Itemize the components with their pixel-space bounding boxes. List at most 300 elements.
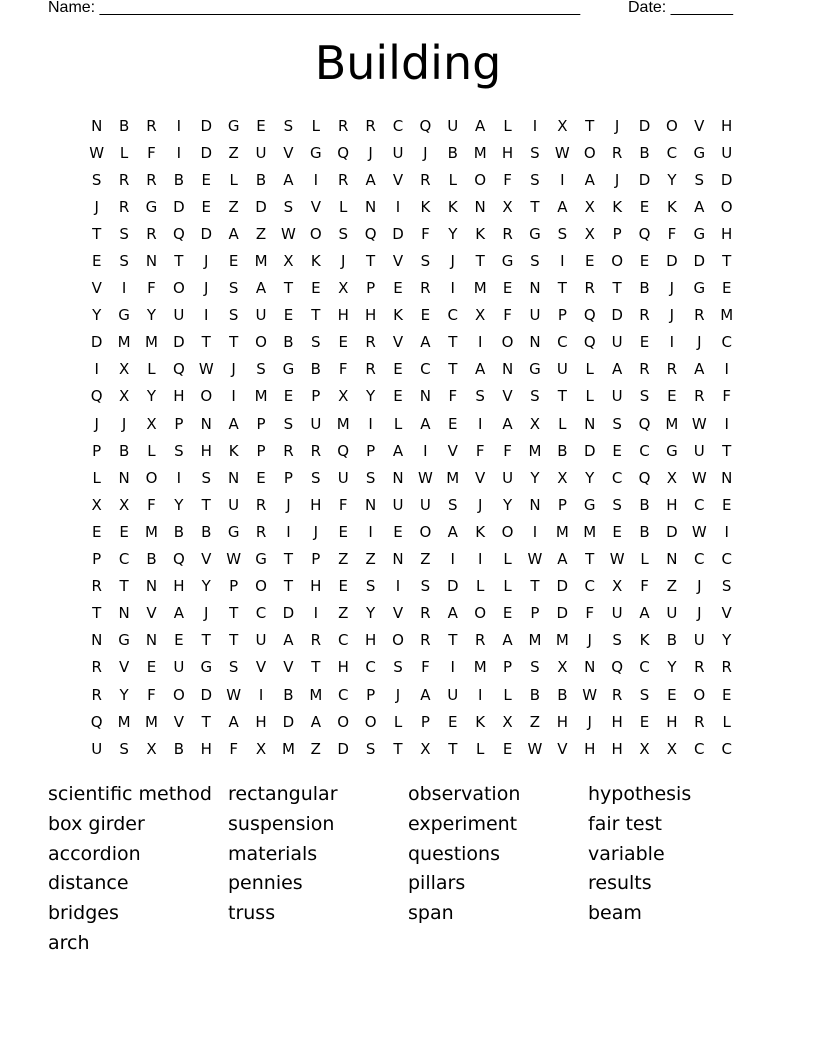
grid-letter[interactable]: Z <box>365 550 376 569</box>
grid-letter[interactable]: S <box>283 116 294 135</box>
grid-letter[interactable]: W <box>527 550 543 569</box>
grid-letter[interactable]: D <box>583 441 596 460</box>
grid-letter[interactable]: I <box>477 333 483 352</box>
grid-letter[interactable]: M <box>720 306 734 325</box>
grid-letter[interactable]: F <box>229 739 238 758</box>
grid-letter[interactable]: G <box>529 360 541 379</box>
grid-letter[interactable]: V <box>447 441 458 460</box>
grid-letter[interactable]: F <box>475 441 485 460</box>
grid-letter[interactable]: J <box>313 522 319 541</box>
grid-letter[interactable]: W <box>609 550 625 569</box>
grid-letter[interactable]: K <box>612 197 623 216</box>
grid-letter[interactable]: K <box>475 522 486 541</box>
grid-letter[interactable]: W <box>582 685 598 704</box>
grid-letter[interactable]: B <box>283 685 294 704</box>
grid-letter[interactable]: I <box>176 143 182 162</box>
grid-letter[interactable]: G <box>501 252 514 271</box>
grid-letter[interactable]: D <box>200 685 213 704</box>
grid-letter[interactable]: L <box>119 143 129 162</box>
grid-letter[interactable]: R <box>310 631 322 650</box>
grid-letter[interactable]: K <box>639 631 650 650</box>
grid-letter[interactable]: E <box>91 252 102 271</box>
grid-letter[interactable]: T <box>229 333 239 352</box>
grid-letter[interactable]: Q <box>419 116 432 135</box>
grid-letter[interactable]: K <box>475 224 486 243</box>
grid-letter[interactable]: I <box>121 279 127 298</box>
grid-letter[interactable]: V <box>91 279 102 298</box>
grid-letter[interactable]: X <box>338 387 349 406</box>
grid-letter[interactable]: R <box>474 631 486 650</box>
grid-letter[interactable]: J <box>121 414 127 433</box>
grid-letter[interactable]: B <box>173 522 185 541</box>
grid-letter[interactable]: T <box>283 577 294 596</box>
grid-letter[interactable]: L <box>585 360 594 379</box>
grid-letter[interactable]: T <box>722 441 732 460</box>
grid-letter[interactable]: S <box>393 658 403 677</box>
grid-letter[interactable]: C <box>337 631 349 650</box>
grid-letter[interactable]: D <box>666 522 678 541</box>
grid-letter[interactable]: G <box>666 441 678 460</box>
grid-letter[interactable]: V <box>557 739 568 758</box>
grid-letter[interactable]: H <box>337 658 349 677</box>
grid-letter[interactable]: I <box>313 170 319 189</box>
grid-letter[interactable]: P <box>256 441 266 460</box>
grid-letter[interactable]: Q <box>583 333 596 352</box>
grid-letter[interactable]: C <box>611 468 623 487</box>
grid-letter[interactable]: C <box>639 441 650 460</box>
grid-letter[interactable]: Y <box>585 468 595 487</box>
grid-letter[interactable]: H <box>200 739 212 758</box>
grid-letter[interactable]: J <box>395 685 401 704</box>
grid-letter[interactable]: A <box>420 333 431 352</box>
grid-letter[interactable]: T <box>283 279 294 298</box>
grid-letter[interactable]: D <box>556 577 569 596</box>
grid-letter[interactable]: B <box>118 441 130 460</box>
grid-letter[interactable]: I <box>423 441 428 460</box>
grid-letter[interactable]: G <box>693 143 706 162</box>
grid-letter[interactable]: S <box>311 468 321 487</box>
grid-letter[interactable]: R <box>694 712 705 731</box>
grid-letter[interactable]: S <box>639 387 650 406</box>
grid-letter[interactable]: H <box>584 739 596 758</box>
grid-letter[interactable]: P <box>557 306 567 325</box>
grid-letter[interactable]: X <box>118 495 130 514</box>
grid-letter[interactable]: G <box>282 360 295 379</box>
grid-letter[interactable]: E <box>639 197 650 216</box>
grid-letter[interactable]: C <box>337 685 349 704</box>
grid-letter[interactable]: B <box>118 116 130 135</box>
grid-letter[interactable]: Q <box>583 306 596 325</box>
grid-letter[interactable]: W <box>691 522 707 541</box>
grid-letter[interactable]: R <box>420 279 431 298</box>
grid-letter[interactable]: I <box>560 170 565 189</box>
grid-letter[interactable]: G <box>227 116 240 135</box>
grid-letter[interactable]: J <box>669 306 675 325</box>
grid-letter[interactable]: E <box>393 279 403 298</box>
grid-letter[interactable]: X <box>557 468 568 487</box>
grid-letter[interactable]: Q <box>337 143 350 162</box>
grid-letter[interactable]: R <box>694 387 705 406</box>
grid-letter[interactable]: U <box>419 495 431 514</box>
grid-letter[interactable]: S <box>119 252 129 271</box>
grid-letter[interactable]: U <box>693 441 705 460</box>
grid-letter[interactable]: Y <box>366 387 376 406</box>
grid-letter[interactable]: A <box>447 522 458 541</box>
grid-letter[interactable]: I <box>477 685 483 704</box>
grid-letter[interactable]: G <box>200 658 213 677</box>
grid-letter[interactable]: E <box>721 685 732 704</box>
grid-letter[interactable]: Y <box>174 495 184 514</box>
grid-letter[interactable]: T <box>229 604 239 623</box>
grid-letter[interactable]: D <box>173 197 185 216</box>
grid-letter[interactable]: R <box>255 522 267 541</box>
grid-letter[interactable]: C <box>721 550 732 569</box>
grid-letter[interactable]: D <box>337 739 349 758</box>
grid-letter[interactable]: I <box>258 685 264 704</box>
grid-letter[interactable]: J <box>697 604 702 623</box>
grid-letter[interactable]: X <box>584 197 595 216</box>
grid-letter[interactable]: R <box>694 658 705 677</box>
grid-letter[interactable]: R <box>146 116 157 135</box>
grid-letter[interactable]: R <box>255 495 267 514</box>
grid-letter[interactable]: P <box>229 577 239 596</box>
grid-letter[interactable]: R <box>666 360 678 379</box>
grid-letter[interactable]: S <box>311 333 321 352</box>
grid-letter[interactable]: E <box>338 522 348 541</box>
grid-letter[interactable]: A <box>365 170 376 189</box>
grid-letter[interactable]: Y <box>119 685 129 704</box>
grid-letter[interactable]: X <box>146 414 157 433</box>
grid-letter[interactable]: K <box>310 252 321 271</box>
grid-letter[interactable]: E <box>502 604 513 623</box>
grid-letter[interactable]: B <box>283 333 294 352</box>
grid-letter[interactable]: A <box>447 604 458 623</box>
grid-letter[interactable]: T <box>530 577 540 596</box>
grid-letter[interactable]: J <box>286 495 291 514</box>
grid-letter[interactable]: H <box>310 577 322 596</box>
grid-letter[interactable]: F <box>667 224 677 243</box>
grid-letter[interactable]: I <box>532 116 538 135</box>
grid-letter[interactable]: L <box>503 550 512 569</box>
grid-letter[interactable]: D <box>200 224 213 243</box>
grid-letter[interactable]: H <box>611 712 623 731</box>
grid-letter[interactable]: F <box>147 495 156 514</box>
grid-letter[interactable]: Y <box>92 306 102 325</box>
grid-letter[interactable]: R <box>365 333 376 352</box>
grid-letter[interactable]: B <box>529 685 541 704</box>
grid-letter[interactable]: D <box>720 170 733 189</box>
grid-letter[interactable]: U <box>392 495 404 514</box>
grid-letter[interactable]: H <box>337 306 349 325</box>
grid-letter[interactable]: Z <box>666 577 678 596</box>
grid-letter[interactable]: K <box>420 197 431 216</box>
grid-letter[interactable]: B <box>447 143 458 162</box>
grid-letter[interactable]: C <box>447 306 459 325</box>
grid-letter[interactable]: M <box>309 685 323 704</box>
grid-letter[interactable]: R <box>337 116 349 135</box>
grid-letter[interactable]: R <box>146 224 157 243</box>
grid-letter[interactable]: Q <box>364 224 377 243</box>
grid-letter[interactable]: S <box>91 170 102 189</box>
grid-letter[interactable]: I <box>724 360 729 379</box>
grid-letter[interactable]: F <box>503 306 512 325</box>
grid-letter[interactable]: M <box>528 631 542 650</box>
grid-letter[interactable]: O <box>255 333 267 352</box>
grid-letter[interactable]: S <box>119 224 129 243</box>
grid-letter[interactable]: E <box>338 333 348 352</box>
grid-letter[interactable]: U <box>611 387 623 406</box>
grid-letter[interactable]: A <box>310 712 321 731</box>
grid-letter[interactable]: R <box>365 116 376 135</box>
grid-letter[interactable]: M <box>665 414 679 433</box>
grid-letter[interactable]: A <box>420 414 431 433</box>
grid-letter[interactable]: X <box>118 360 130 379</box>
grid-letter[interactable]: S <box>365 577 376 596</box>
grid-letter[interactable]: T <box>585 550 595 569</box>
grid-letter[interactable]: T <box>311 306 321 325</box>
grid-letter[interactable]: K <box>447 197 458 216</box>
grid-letter[interactable]: X <box>557 116 568 135</box>
grid-letter[interactable]: J <box>340 252 346 271</box>
grid-letter[interactable]: M <box>473 279 487 298</box>
grid-letter[interactable]: S <box>365 468 376 487</box>
grid-letter[interactable]: S <box>448 495 458 514</box>
grid-letter[interactable]: C <box>694 550 705 569</box>
grid-letter[interactable]: X <box>420 739 431 758</box>
grid-letter[interactable]: O <box>474 170 487 189</box>
grid-letter[interactable]: U <box>666 604 678 623</box>
grid-letter[interactable]: R <box>91 685 102 704</box>
grid-letter[interactable]: A <box>611 360 623 379</box>
grid-letter[interactable]: K <box>666 197 677 216</box>
grid-letter[interactable]: U <box>337 468 349 487</box>
grid-letter[interactable]: R <box>365 360 376 379</box>
grid-letter[interactable]: L <box>503 116 512 135</box>
grid-letter[interactable]: X <box>639 739 650 758</box>
grid-letter[interactable]: M <box>473 143 487 162</box>
grid-letter[interactable]: T <box>557 279 567 298</box>
grid-letter[interactable]: J <box>587 631 592 650</box>
grid-letter[interactable]: M <box>254 252 268 271</box>
grid-letter[interactable]: V <box>310 197 321 216</box>
grid-letter[interactable]: V <box>201 550 212 569</box>
grid-letter[interactable]: S <box>530 658 540 677</box>
grid-letter[interactable]: V <box>255 658 267 677</box>
grid-letter[interactable]: Y <box>502 495 513 514</box>
grid-letter[interactable]: T <box>448 739 458 758</box>
grid-letter[interactable]: I <box>94 360 99 379</box>
grid-letter[interactable]: U <box>556 360 568 379</box>
grid-letter[interactable]: U <box>255 631 267 650</box>
grid-letter[interactable]: K <box>475 712 486 731</box>
grid-letter[interactable]: O <box>583 143 596 162</box>
grid-letter[interactable]: V <box>146 604 157 623</box>
grid-letter[interactable]: B <box>173 170 185 189</box>
grid-letter[interactable]: L <box>92 468 101 487</box>
grid-letter[interactable]: N <box>228 468 240 487</box>
grid-letter[interactable]: Q <box>90 387 103 406</box>
grid-letter[interactable]: D <box>693 252 706 271</box>
grid-letter[interactable]: I <box>669 333 675 352</box>
grid-letter[interactable]: H <box>200 441 212 460</box>
grid-letter[interactable]: T <box>448 360 458 379</box>
grid-letter[interactable]: A <box>639 604 650 623</box>
grid-letter[interactable]: O <box>474 604 487 623</box>
grid-letter[interactable]: U <box>502 468 514 487</box>
grid-letter[interactable]: P <box>174 414 184 433</box>
grid-letter[interactable]: L <box>475 739 485 758</box>
grid-letter[interactable]: Z <box>338 604 349 623</box>
grid-letter[interactable]: L <box>503 577 512 596</box>
grid-letter[interactable]: A <box>283 631 294 650</box>
grid-letter[interactable]: L <box>393 414 403 433</box>
grid-letter[interactable]: O <box>392 631 404 650</box>
grid-letter[interactable]: M <box>528 441 542 460</box>
grid-letter[interactable]: P <box>366 279 376 298</box>
grid-letter[interactable]: N <box>200 414 212 433</box>
grid-letter[interactable]: T <box>201 631 211 650</box>
grid-letter[interactable]: I <box>286 522 291 541</box>
grid-letter[interactable]: D <box>392 224 404 243</box>
grid-letter[interactable]: Q <box>90 712 103 731</box>
grid-letter[interactable]: W <box>226 550 242 569</box>
grid-letter[interactable]: Q <box>172 360 185 379</box>
grid-letter[interactable]: N <box>584 414 596 433</box>
grid-letter[interactable]: R <box>611 143 623 162</box>
grid-letter[interactable]: J <box>423 143 428 162</box>
grid-letter[interactable]: A <box>475 116 486 135</box>
grid-letter[interactable]: Y <box>667 658 677 677</box>
grid-letter[interactable]: L <box>475 577 485 596</box>
grid-letter[interactable]: E <box>311 279 321 298</box>
grid-letter[interactable]: G <box>145 197 158 216</box>
date-field[interactable]: Date: _______ <box>628 0 733 16</box>
grid-letter[interactable]: H <box>173 387 185 406</box>
grid-letter[interactable]: V <box>694 116 705 135</box>
grid-letter[interactable]: O <box>172 685 185 704</box>
grid-letter[interactable]: Y <box>530 468 540 487</box>
grid-letter[interactable]: E <box>448 414 458 433</box>
grid-letter[interactable]: N <box>364 197 377 216</box>
grid-letter[interactable]: B <box>557 685 568 704</box>
grid-letter[interactable]: E <box>667 685 677 704</box>
grid-letter[interactable]: Z <box>420 550 431 569</box>
grid-letter[interactable]: X <box>557 658 568 677</box>
grid-letter[interactable]: L <box>640 550 649 569</box>
grid-letter[interactable]: I <box>313 604 319 623</box>
grid-letter[interactable]: A <box>502 631 513 650</box>
grid-letter[interactable]: D <box>556 604 569 623</box>
grid-letter[interactable]: F <box>722 387 731 406</box>
grid-letter[interactable]: T <box>201 333 211 352</box>
grid-letter[interactable]: D <box>200 143 213 162</box>
grid-letter[interactable]: L <box>311 116 320 135</box>
grid-letter[interactable]: C <box>721 333 732 352</box>
grid-letter[interactable]: A <box>392 441 404 460</box>
grid-letter[interactable]: T <box>557 387 567 406</box>
grid-letter[interactable]: M <box>446 468 460 487</box>
grid-letter[interactable]: E <box>584 252 595 271</box>
grid-letter[interactable]: X <box>666 739 678 758</box>
grid-letter[interactable]: P <box>503 658 513 677</box>
grid-letter[interactable]: E <box>639 333 650 352</box>
grid-letter[interactable]: Y <box>667 170 677 189</box>
grid-letter[interactable]: M <box>555 522 569 541</box>
grid-letter[interactable]: H <box>556 712 568 731</box>
grid-letter[interactable]: Z <box>228 197 239 216</box>
grid-letter[interactable]: E <box>639 712 650 731</box>
grid-letter[interactable]: S <box>530 387 540 406</box>
grid-letter[interactable]: B <box>255 170 267 189</box>
grid-letter[interactable]: S <box>119 739 129 758</box>
grid-letter[interactable]: E <box>256 468 266 487</box>
grid-letter[interactable]: U <box>721 143 733 162</box>
grid-letter[interactable]: I <box>477 414 483 433</box>
grid-letter[interactable]: W <box>691 414 707 433</box>
grid-letter[interactable]: C <box>666 143 678 162</box>
grid-letter[interactable]: H <box>501 143 514 162</box>
grid-letter[interactable]: Z <box>338 550 349 569</box>
grid-letter[interactable]: R <box>639 360 650 379</box>
grid-letter[interactable]: P <box>311 387 321 406</box>
grid-letter[interactable]: I <box>724 522 729 541</box>
grid-letter[interactable]: R <box>283 441 294 460</box>
grid-letter[interactable]: H <box>173 577 185 596</box>
grid-letter[interactable]: I <box>176 468 182 487</box>
grid-letter[interactable]: D <box>200 116 213 135</box>
grid-letter[interactable]: X <box>338 279 349 298</box>
grid-letter[interactable]: Q <box>172 550 185 569</box>
grid-letter[interactable]: O <box>145 468 158 487</box>
grid-letter[interactable]: T <box>92 224 102 243</box>
grid-letter[interactable]: N <box>529 333 541 352</box>
grid-letter[interactable]: M <box>254 387 268 406</box>
grid-letter[interactable]: R <box>502 224 513 243</box>
grid-letter[interactable]: B <box>639 279 650 298</box>
grid-letter[interactable]: D <box>638 116 651 135</box>
grid-letter[interactable]: E <box>119 522 129 541</box>
grid-letter[interactable]: Y <box>448 224 458 243</box>
grid-letter[interactable]: X <box>529 414 541 433</box>
grid-letter[interactable]: M <box>473 658 487 677</box>
grid-letter[interactable]: T <box>283 550 294 569</box>
grid-letter[interactable]: W <box>89 143 105 162</box>
grid-letter[interactable]: N <box>419 387 431 406</box>
grid-letter[interactable]: K <box>228 441 239 460</box>
grid-letter[interactable]: E <box>502 279 513 298</box>
grid-letter[interactable]: J <box>697 577 702 596</box>
grid-letter[interactable]: T <box>366 252 376 271</box>
grid-letter[interactable]: T <box>174 252 184 271</box>
grid-letter[interactable]: B <box>146 550 157 569</box>
grid-letter[interactable]: Z <box>529 712 541 731</box>
grid-letter[interactable]: I <box>395 577 401 596</box>
grid-letter[interactable]: O <box>501 333 514 352</box>
grid-letter[interactable]: S <box>557 224 568 243</box>
grid-letter[interactable]: N <box>118 604 130 623</box>
grid-letter[interactable]: R <box>694 306 705 325</box>
grid-letter[interactable]: X <box>283 252 294 271</box>
grid-letter[interactable]: I <box>204 306 209 325</box>
grid-letter[interactable]: E <box>448 712 458 731</box>
grid-letter[interactable]: O <box>364 712 377 731</box>
grid-letter[interactable]: Z <box>255 224 267 243</box>
grid-letter[interactable]: R <box>420 631 431 650</box>
grid-letter[interactable]: G <box>227 522 240 541</box>
grid-letter[interactable]: S <box>612 631 622 650</box>
grid-letter[interactable]: C <box>420 360 431 379</box>
grid-letter[interactable]: B <box>557 441 568 460</box>
